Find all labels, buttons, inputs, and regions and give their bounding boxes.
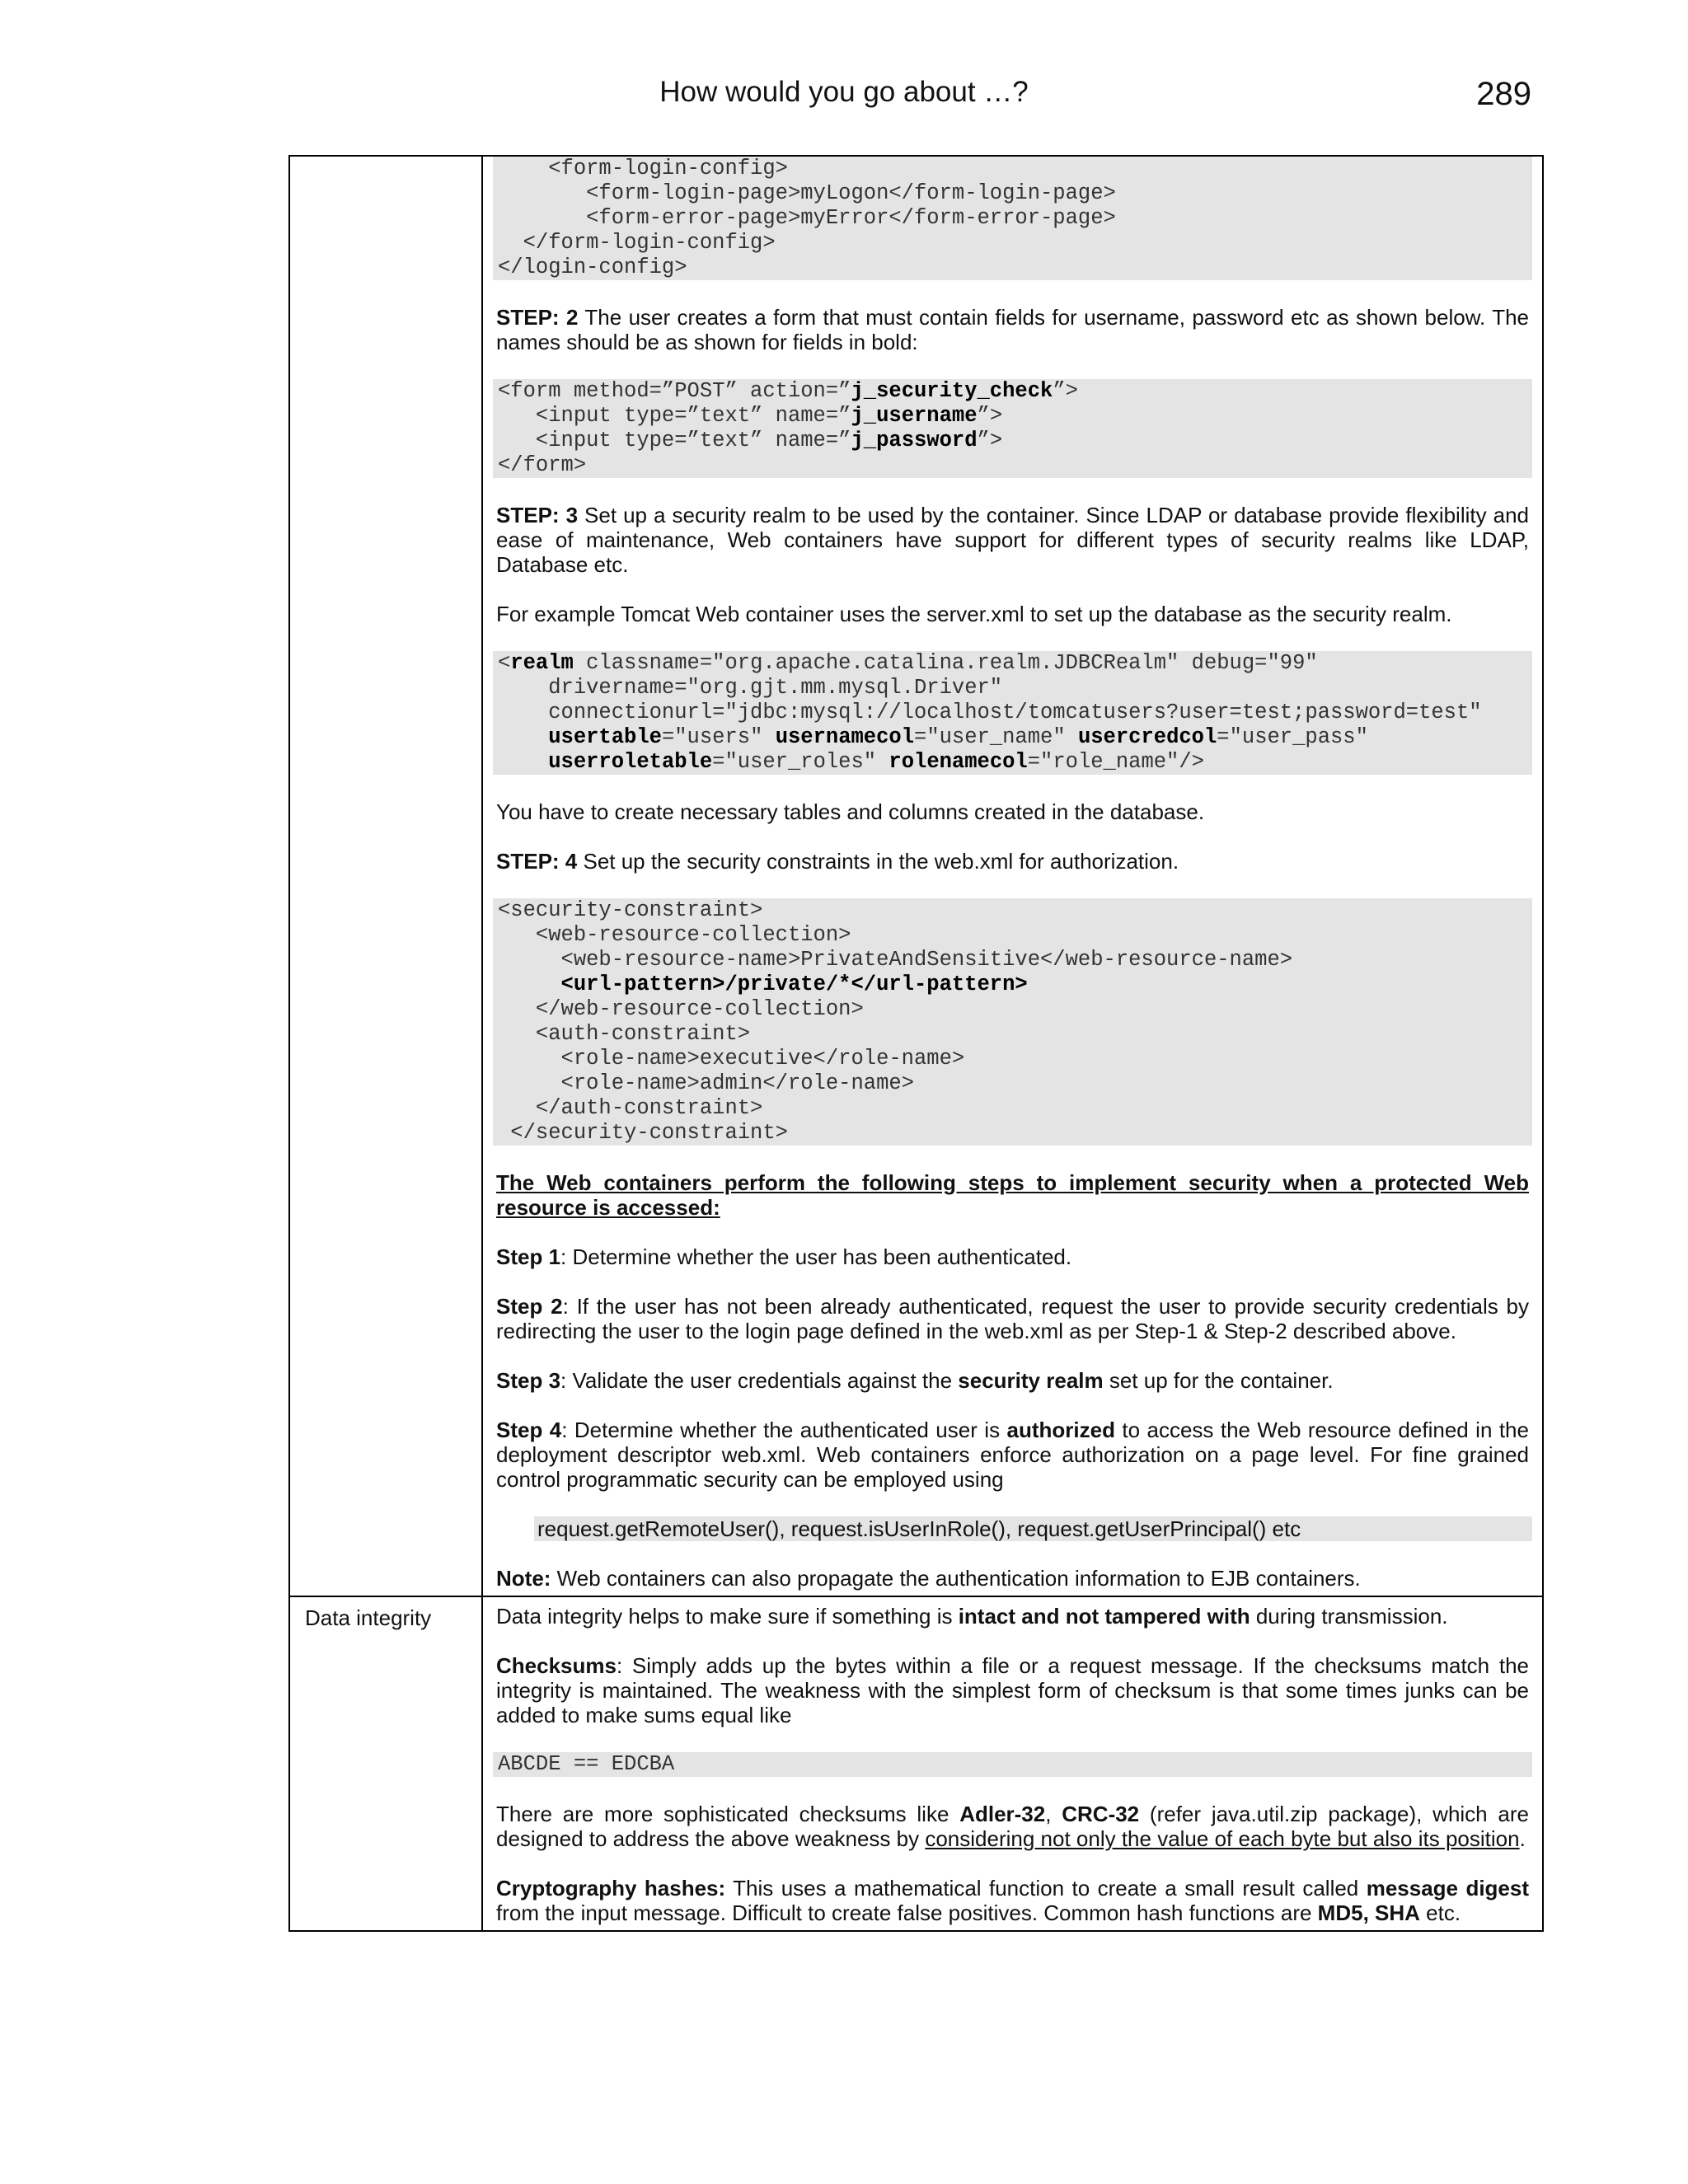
code-line: usertable="users" usernamecol="user_name" usercredcol="user_pass"	[548, 725, 1368, 749]
code-block-login-config	[493, 157, 1532, 280]
step2-auth-paragraph: Step 2: If the user has not been already authenticated, request the user to provide security credentials by redirecting the user to the login page defined in the web.xml as per Step-1 & Step-2 described above.	[496, 1294, 1529, 1343]
page-header-title: How would you go about …?	[659, 76, 1029, 108]
code-line: </form-login-config>	[498, 231, 776, 255]
methods-code-line: request.getRemoteUser(), request.isUserInRole(), request.getUserPrincipal() etc	[534, 1516, 1532, 1541]
code-line: <web-resource-name>PrivateAndSensitive</web-resource-name>	[498, 948, 1293, 972]
code-line: <input type=”text” name=”j_password”>	[498, 429, 1003, 452]
table-row	[289, 1596, 1543, 1931]
code-line: <role-name>admin</role-name>	[498, 1071, 914, 1095]
code-line: <form method=”POST” action=”j_security_check”>	[498, 379, 1078, 403]
code-line: <input type=”text” name=”j_username”>	[498, 404, 1003, 428]
row-content-cell	[482, 156, 1543, 1596]
row-content-cell	[482, 1596, 1543, 1931]
code-line: </auth-constraint>	[498, 1096, 763, 1120]
note-paragraph: Note: Web containers can also propagate the authentication information to EJB containers.	[496, 1566, 1361, 1591]
code-line: <security-constraint>	[498, 898, 763, 922]
sophisticated-paragraph: There are more sophisticated checksums like Adler-32, CRC-32 (refer java.util.zip package), which are designed to address the above weakness by considering not only the value of each byte but also its position.	[496, 1802, 1529, 1851]
code-line: </web-resource-collection>	[498, 997, 864, 1021]
step4-paragraph: STEP: 4 Set up the security constraints in the web.xml for authorization.	[496, 849, 1179, 874]
crypto-paragraph: Cryptography hashes: This uses a mathematical function to create a small result called message digest from the input message. Difficult to create false positives. Common hash functions are MD5, SHA etc.	[496, 1876, 1530, 1925]
intro-paragraph: Data integrity helps to make sure if something is intact and not tampered with during transmission.	[496, 1604, 1448, 1629]
section-heading: The Web containers perform the following steps to implement security when a protected Web resource is accessed:	[496, 1170, 1529, 1220]
row-label-cell	[289, 156, 482, 1596]
code-block-checksum-example: ABCDE == EDCBA	[493, 1752, 1532, 1777]
table-row	[289, 156, 1543, 1596]
code-line: <realm classname="org.apache.catalina.realm.JDBCRealm" debug="99"	[498, 651, 1318, 675]
step2-paragraph: STEP: 2 The user creates a form that must contain fields for username, password etc as shown below. The names should be as shown for fields in bold:	[496, 305, 1529, 354]
step3-auth-paragraph: Step 3: Validate the user credentials against the security realm set up for the container.	[496, 1368, 1334, 1393]
code-block-form	[493, 379, 1532, 478]
code-line: <form-login-page>myLogon</form-login-page>	[498, 181, 1116, 205]
code-line: </login-config>	[498, 255, 687, 279]
code-line: drivername="org.gjt.mm.mysql.Driver"	[498, 676, 1003, 700]
code-line: <auth-constraint>	[498, 1022, 751, 1046]
code-block-realm	[493, 651, 1532, 775]
code-block-security-constraint	[493, 898, 1532, 1146]
page-number: 289	[1476, 76, 1531, 112]
code-line: <web-resource-collection>	[498, 923, 851, 947]
tables-paragraph: You have to create necessary tables and columns created in the database.	[496, 799, 1205, 824]
code-line: <form-login-config>	[498, 157, 788, 180]
code-line: <form-error-page>myError</form-error-page>	[498, 206, 1116, 230]
step-label: STEP: 4	[496, 849, 578, 874]
step-label: STEP: 2	[496, 305, 579, 330]
content-table	[288, 155, 1544, 1932]
code-line: userroletable="user_roles" rolenamecol="role_name"/>	[548, 750, 1204, 774]
step3-paragraph: STEP: 3 Set up a security realm to be used by the container. Since LDAP or database provide flexibility and ease of maintenance, Web containers have support for different types of security realms like LDAP, Database etc.	[496, 503, 1530, 577]
code-line: </security-constraint>	[498, 1121, 788, 1145]
step-label: STEP: 3	[496, 503, 579, 527]
checksums-paragraph: Checksums: Simply adds up the bytes within a file or a request message. If the checksums match the integrity is maintained. The weakness with the simplest form of checksum is that some times junks can be added to make sums equal like	[496, 1653, 1529, 1727]
code-line: <role-name>executive</role-name>	[498, 1047, 965, 1071]
step4-auth-paragraph: Step 4: Determine whether the authenticated user is authorized to access the Web resource defined in the deployment descriptor web.xml. Web containers enforce authorization on a page level. For fine grained control programmatic security can be employed using	[496, 1418, 1529, 1492]
code-line: </form>	[498, 453, 587, 477]
step1-paragraph: Step 1: Determine whether the user has been authenticated.	[496, 1244, 1072, 1269]
tomcat-paragraph: For example Tomcat Web container uses the server.xml to set up the database as the security realm.	[496, 602, 1452, 626]
row-label-data-integrity: Data integrity	[289, 1596, 482, 1931]
code-line: connectionurl="jdbc:mysql://localhost/tomcatusers?user=test;password=test"	[498, 701, 1482, 724]
code-line: <url-pattern>/private/*</url-pattern>	[560, 972, 1028, 996]
